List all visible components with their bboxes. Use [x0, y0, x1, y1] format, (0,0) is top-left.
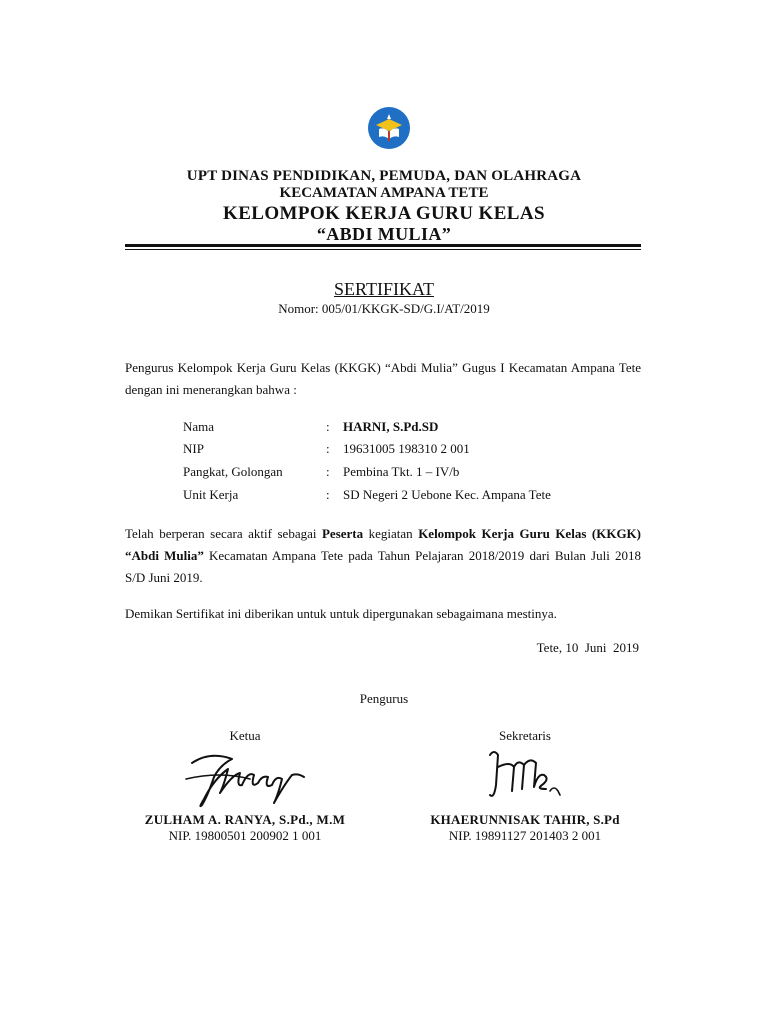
body-text: Telah berperan secara aktif sebagai	[125, 526, 322, 541]
tut-wuri-handayani-logo	[367, 106, 411, 150]
secretary-signature	[480, 745, 570, 805]
detail-colon: :	[326, 419, 330, 434]
header-district: KECAMATAN AMPANA TETE	[279, 185, 489, 201]
intro-paragraph: Pengurus Kelompok Kerja Guru Kelas (KKGK) “Abdi Mulia” Gugus I Kecamatan Ampana Tete dengan ini menerangkan bahwa :	[125, 360, 641, 397]
detail-value: Pembina Tkt. 1 – IV/b	[343, 464, 460, 479]
body-paragraph	[125, 523, 641, 589]
header-group: KELOMPOK KERJA GURU KELAS	[223, 203, 545, 224]
certificate-title: SERTIFIKAT	[334, 279, 434, 299]
detail-value: 19631005 198310 2 001	[343, 441, 470, 456]
body-role: Peserta	[321, 526, 364, 541]
detail-value: HARNI, S.Pd.SD	[343, 419, 439, 434]
secretary-nip: NIP. 19891127 201403 2 001	[448, 828, 602, 843]
header-divider-thin	[125, 249, 641, 250]
chair-name: ZULHAM A. RANYA, S.Pd., M.M	[144, 812, 346, 827]
header-divider-thick	[125, 244, 641, 247]
detail-colon: :	[326, 464, 330, 479]
chair-nip: NIP. 19800501 200902 1 001	[168, 828, 322, 843]
body-text: kegiatan	[363, 526, 419, 541]
header-agency: UPT DINAS PENDIDIKAN, PEMUDA, DAN OLAHRAGA	[186, 168, 582, 184]
signatures-heading: Pengurus	[359, 691, 409, 706]
chair-signature	[180, 745, 310, 815]
body-text: Kecamatan Ampana Tete pada Tahun Pelajaran 2018/2019 dari Bulan Juli 2018 S/D Juni 2019.	[125, 548, 641, 585]
detail-label: Pangkat, Golongan	[183, 464, 283, 479]
detail-colon: :	[326, 487, 330, 502]
detail-colon: :	[326, 441, 330, 456]
header-group-name: “ABDI MULIA”	[316, 224, 452, 244]
certificate-number: Nomor: 005/01/KKGK-SD/G.I/AT/2019	[278, 301, 490, 316]
secretary-name: KHAERUNNISAK TAHIR, S.Pd	[430, 812, 620, 827]
closing-paragraph: Demikan Sertifikat ini diberikan untuk untuk dipergunakan sebagaimana mestinya.	[125, 606, 557, 621]
detail-label: NIP	[183, 441, 204, 456]
secretary-role: Sekretaris	[499, 728, 551, 743]
chair-role: Ketua	[229, 728, 261, 743]
place-date: Tete, 10 Juni 2019	[536, 640, 639, 655]
detail-label: Nama	[183, 419, 215, 434]
body-group: Kelompok Kerja Guru Kelas (KKGK) “Abdi Mulia”	[125, 526, 641, 563]
detail-value: SD Negeri 2 Uebone Kec. Ampana Tete	[343, 487, 551, 502]
detail-label: Unit Kerja	[183, 487, 239, 502]
